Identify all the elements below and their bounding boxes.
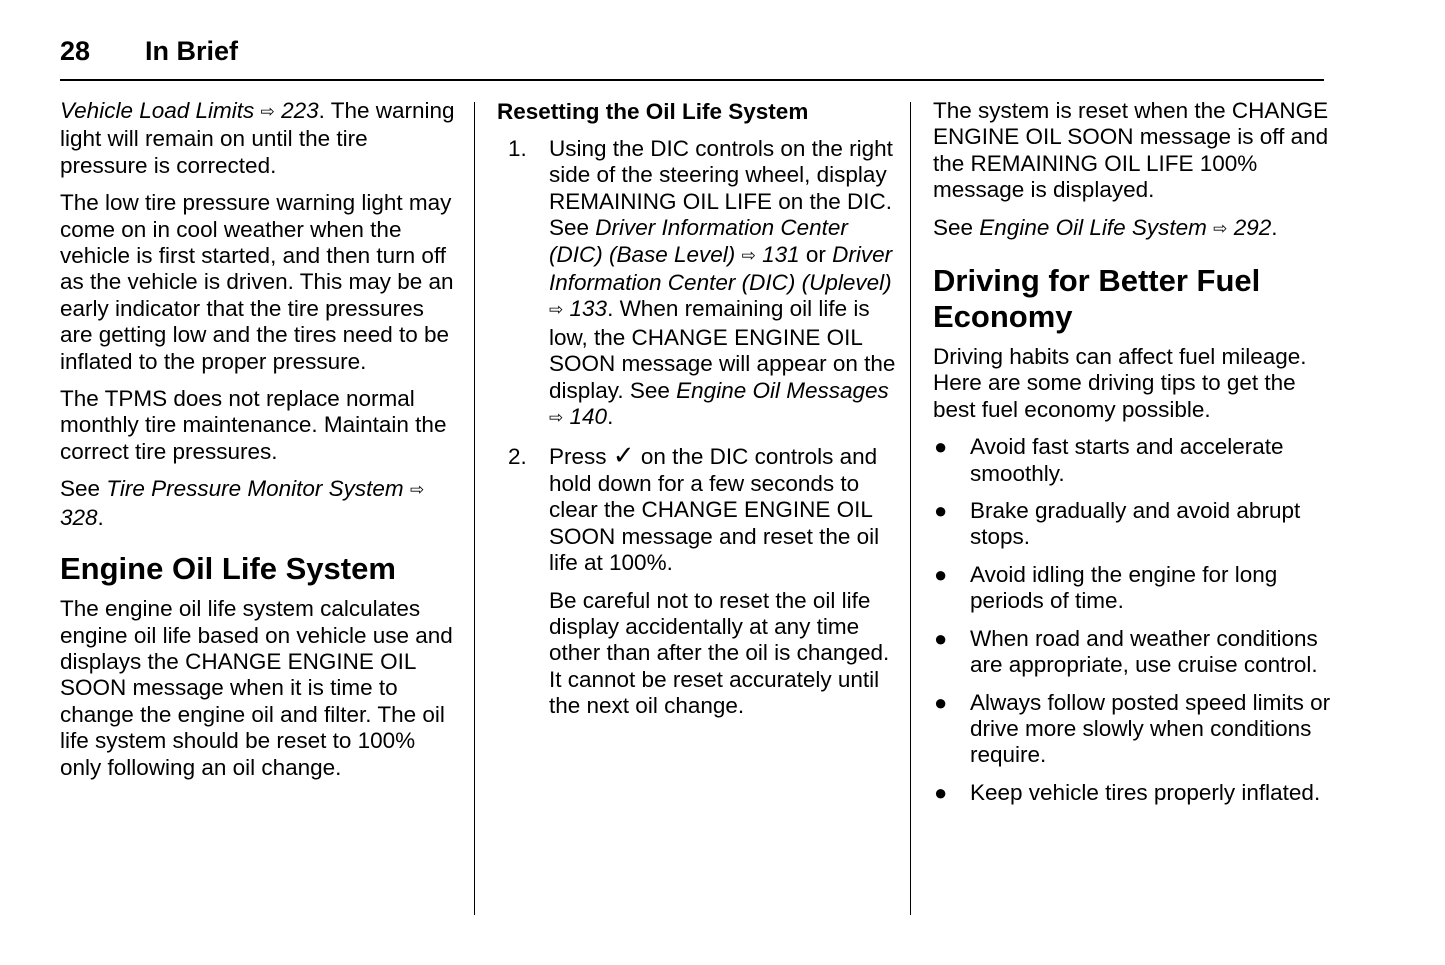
step-1 [497, 136, 897, 432]
paragraph-cool-weather: The low tire pressure warning light may come on in cool weather when the vehicle is first started, and then turn off as the vehicle is driven. This may be an early indicator that the tire pressures are getting low and the tires need to be inflated to the proper pressure. [60, 190, 454, 374]
list-item: ● When road and weather conditions are appropriate, use cruise control. [934, 625, 1318, 678]
column-divider-1 [474, 102, 475, 915]
heading-fuel-economy: Driving for Better Fuel Economy [933, 263, 1261, 335]
cross-reference[interactable]: Driver Information Center (DIC) (Uplevel) ⇨ 133 [549, 241, 893, 322]
bullet-icon: ● [934, 779, 948, 805]
page-reference-arrow-icon: ⇨ [549, 408, 564, 428]
paragraph-tpms: The TPMS does not replace normal monthly tire maintenance. Maintain the correct tire pressures. [60, 386, 447, 464]
heading-engine-oil-life-system: Engine Oil Life System [60, 551, 396, 587]
heading-resetting-oil-life: Resetting the Oil Life System [497, 99, 809, 124]
paragraph-see-tpms: See Tire Pressure Monitor System ⇨ 328. [60, 476, 425, 530]
page-reference-arrow-icon: ⇨ [741, 245, 756, 265]
paragraph-load-limits: Vehicle Load Limits ⇨ 223. The warning light will remain on until the tire pressure is corrected. [60, 98, 455, 178]
page-reference-arrow-icon: ⇨ [409, 480, 425, 500]
paragraph-driving-habits: Driving habits can affect fuel mileage. Here are some driving tips to get the best fuel economy possible. [933, 344, 1307, 422]
column-divider-2 [910, 102, 911, 915]
cross-reference[interactable]: Tire Pressure Monitor System ⇨ 328 [60, 476, 425, 530]
step-number: 1. [508, 136, 527, 161]
list-item: ● Avoid idling the engine for long periods of time. [934, 561, 1278, 614]
step-2-text: Press ✓ on the DIC controls and hold down for a few seconds to clear the CHANGE ENGINE OIL SOON message and reset the oil life at 100%. [549, 440, 880, 576]
page-reference-arrow-icon: ⇨ [260, 102, 275, 121]
list-item: ● Keep vehicle tires properly inflated. [934, 779, 1321, 805]
fuel-economy-tips [933, 434, 1333, 806]
page-reference-arrow-icon: ⇨ [1213, 218, 1228, 238]
column-2 [497, 98, 897, 732]
cross-reference[interactable]: Engine Oil Life System ⇨ 292 [979, 214, 1272, 240]
list-item: ● Always follow posted speed limits or drive more slowly when conditions require. [934, 689, 1331, 768]
cross-reference[interactable]: Engine Oil Messages ⇨ 140 [549, 377, 889, 430]
page-number: 28 [60, 36, 91, 66]
bullet-icon: ● [934, 561, 948, 587]
paragraph-system-reset: The system is reset when the CHANGE ENGINE OIL SOON message is off and the REMAINING OIL LIFE 100% message is displayed. [933, 98, 1329, 203]
bullet-icon: ● [934, 434, 948, 460]
paragraph-oil-life-description: The engine oil life system calculates engine oil life based on vehicle use and displays the CHANGE ENGINE OIL SOON message when it is time to change the engine oil and filter. The oil life system should be reset to 100% only following an oil change. [60, 596, 453, 780]
column-3 [933, 98, 1333, 817]
step-number: 2. [508, 444, 527, 470]
bullet-icon: ● [934, 689, 948, 715]
list-item: ● Brake gradually and avoid abrupt stops. [934, 498, 1301, 550]
reset-steps [497, 136, 897, 720]
checkmark-icon: ✓ [612, 440, 635, 471]
page-header [60, 34, 1324, 81]
step-2-note: Be careful not to reset the oil life display accidentally at any time other than after the oil is changed. It cannot be reset accurately until the next oil change. [549, 587, 890, 719]
section-title: In Brief [145, 36, 239, 66]
bullet-icon: ● [934, 625, 948, 651]
bullet-icon: ● [934, 498, 948, 524]
column-1 [60, 98, 460, 792]
cross-reference[interactable]: Vehicle Load Limits ⇨ 223 [60, 98, 319, 123]
page-reference-arrow-icon: ⇨ [549, 300, 564, 320]
list-item: ● Avoid fast starts and accelerate smoothly. [934, 434, 1284, 486]
step-2 [497, 440, 897, 719]
cross-reference[interactable]: Driver Information Center (DIC) (Base Level) ⇨ 131 [549, 215, 848, 267]
step-1-text: Using the DIC controls on the right side of the steering wheel, display REMAINING OIL LIFE on the DIC. See Driver Information Center (DIC) (Base Level) ⇨ 131 or Driver Information Center (DIC) (Uplevel) ⇨ 133. When remaining oil life is low, the CHANGE ENGINE OIL SOON message will appear on the display. See Engine Oil Messages ⇨ 140. [549, 136, 896, 430]
paragraph-see-oil-life: See Engine Oil Life System ⇨ 292. [933, 214, 1278, 240]
